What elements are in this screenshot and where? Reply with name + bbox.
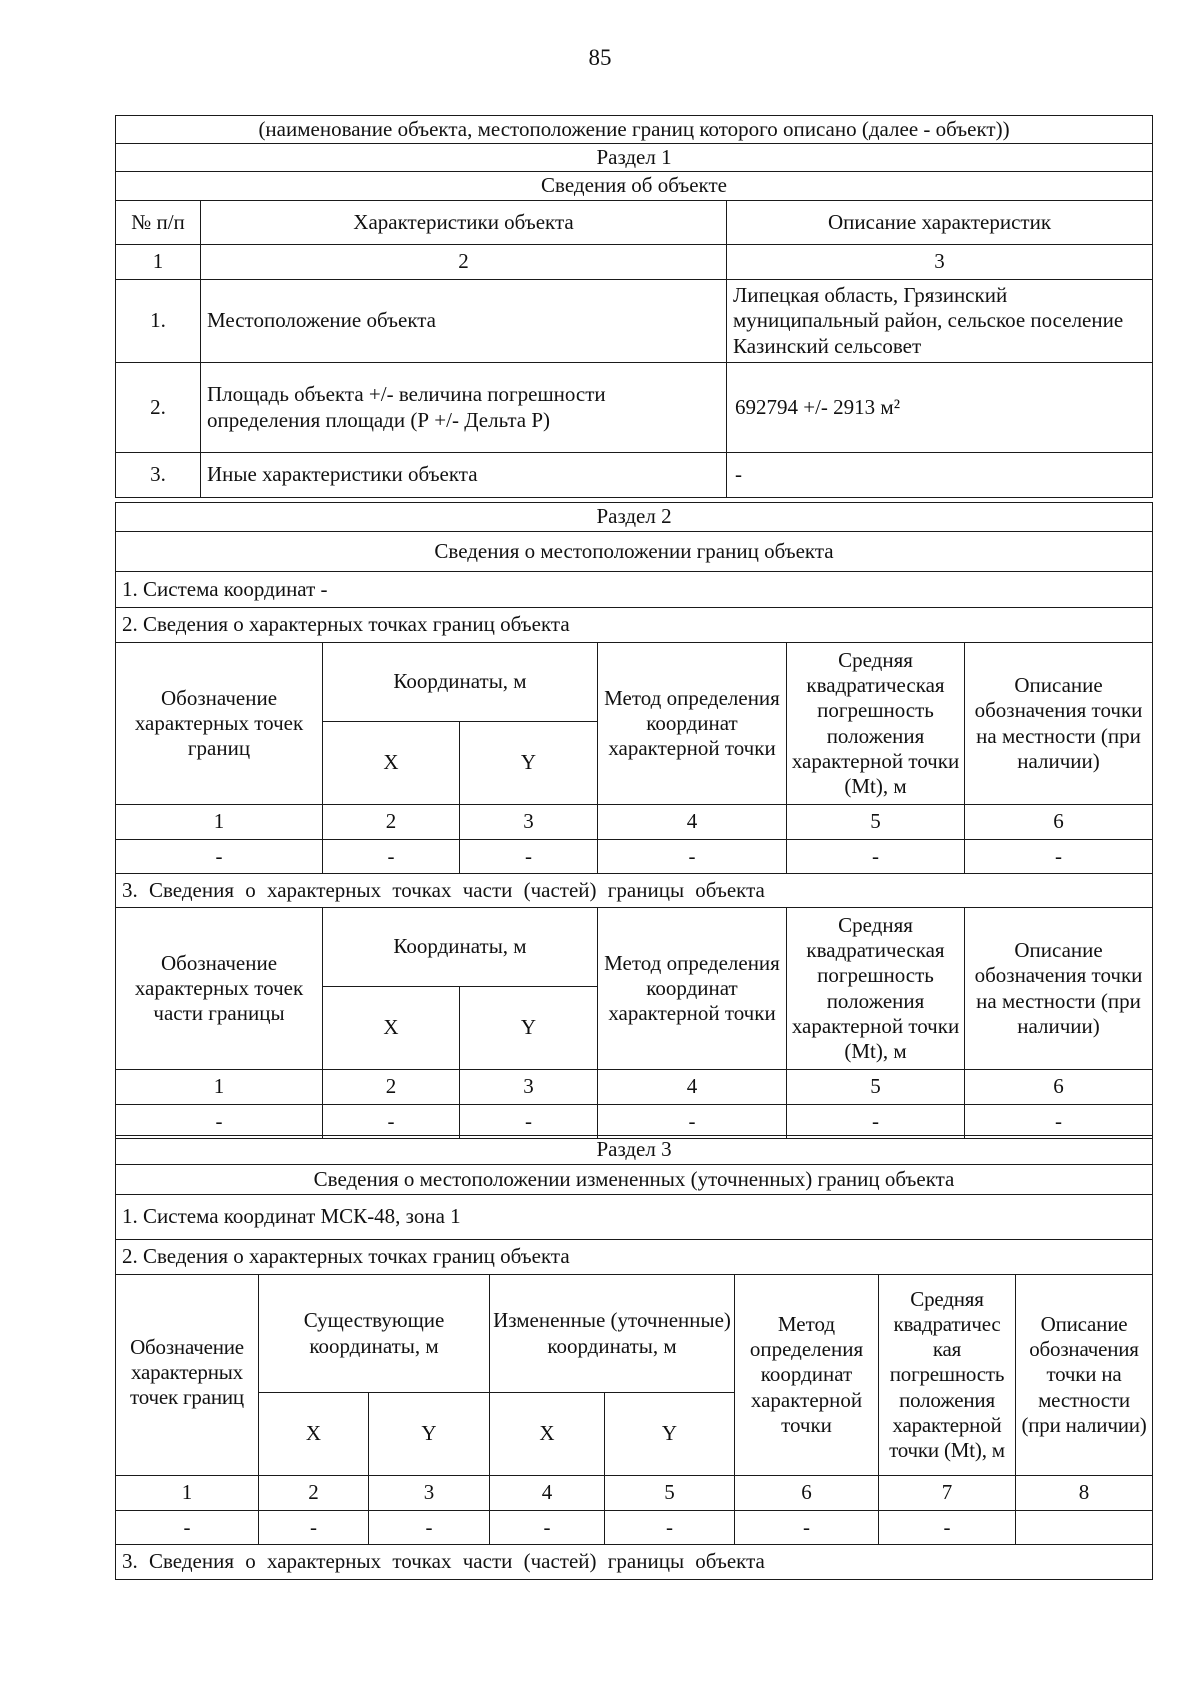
col-point-description-header: Описание обозначения точки на местности (при наличии) (965, 908, 1153, 1070)
col-number-index: 5 (787, 805, 965, 840)
col-x-header: X (323, 987, 460, 1070)
col-point-description-header: Описание обозначения точки на местности (при наличии) (1016, 1275, 1153, 1476)
row-number: 2. (116, 363, 201, 453)
col-number-index: 6 (965, 1070, 1153, 1105)
col-error-header: Средняя квадратическая погрешность положения характерной точки (Mt), м (787, 643, 965, 805)
section3-points-title: 2. Сведения о характерных точках границ объекта (116, 1240, 1153, 1275)
characteristic-location: Местоположение объекта (201, 280, 727, 363)
table-cell: - (735, 1511, 879, 1545)
col-error-header: Средняя квадратическая погрешность положения характерной точки (Mt), м (787, 908, 965, 1070)
table-cell: - (879, 1511, 1016, 1545)
section3-subtitle: Сведения о местоположении измененных (уточненных) границ объекта (116, 1165, 1153, 1195)
col-number-index: 2 (259, 1476, 369, 1511)
table-cell: - (965, 840, 1153, 874)
col-number-index: 7 (879, 1476, 1016, 1511)
section2-coord-system: 1. Система координат - (116, 572, 1153, 608)
table-cell: - (787, 840, 965, 874)
col-changed-coordinates-header: Измененные (уточненные) координаты, м (490, 1275, 735, 1393)
section3-title: Раздел 3 (116, 1136, 1153, 1165)
col-number-index: 3 (369, 1476, 490, 1511)
characteristic-area: Площадь объекта +/- величина погрешности определения площади (Р +/- Дельта Р) (201, 363, 727, 453)
section2-points-title: 2. Сведения о характерных точках границ объекта (116, 608, 1153, 643)
other-value: - (727, 453, 1153, 498)
row-number: 1. (116, 280, 201, 363)
col-number-index: 1 (116, 1070, 323, 1105)
col-number-index: 3 (727, 245, 1153, 280)
section2-parts-title: 3. Сведения о характерных точках части (частей) границы объекта (116, 874, 1153, 908)
col-y-header: Y (460, 722, 598, 805)
table-cell: - (605, 1511, 735, 1545)
col-x-changed-header: X (490, 1393, 605, 1476)
table-cell: - (787, 1105, 965, 1139)
col-coordinates-header: Координаты, м (323, 908, 598, 987)
col-y-header: Y (460, 987, 598, 1070)
area-value: 692794 +/- 2913 м² (727, 363, 1153, 453)
section2-table (115, 502, 1153, 1139)
col-existing-coordinates-header: Существующие координаты, м (259, 1275, 490, 1393)
table-cell: - (116, 840, 323, 874)
col-number-index: 1 (116, 245, 201, 280)
col-number-index: 6 (735, 1476, 879, 1511)
col-number-header: № п/п (116, 201, 201, 245)
section3-table (115, 1135, 1153, 1580)
col-number-index: 2 (201, 245, 727, 280)
page-number: 85 (588, 45, 612, 70)
col-number-index: 1 (116, 805, 323, 840)
col-point-name-header: Обозначение характерных точек границ (116, 643, 323, 805)
table-cell: - (116, 1105, 323, 1139)
col-method-header: Метод определения координат характерной точки (598, 908, 787, 1070)
col-number-index: 8 (1016, 1476, 1153, 1511)
col-y-changed-header: Y (605, 1393, 735, 1476)
col-method-header: Метод определения координат характерной точки (598, 643, 787, 805)
table-cell: - (460, 840, 598, 874)
table-cell: - (323, 1105, 460, 1139)
row-number: 3. (116, 453, 201, 498)
characteristic-other: Иные характеристики объекта (201, 453, 727, 498)
section1-subtitle: Сведения об объекте (116, 172, 1153, 201)
table-cell: - (460, 1105, 598, 1139)
col-number-index: 3 (460, 805, 598, 840)
col-number-index: 4 (490, 1476, 605, 1511)
col-point-description-header: Описание обозначения точки на местности (при наличии) (965, 643, 1153, 805)
section3-parts-title: 3. Сведения о характерных точках части (частей) границы объекта (116, 1545, 1153, 1580)
table-cell: - (598, 1105, 787, 1139)
col-y-existing-header: Y (369, 1393, 490, 1476)
col-number-index: 5 (605, 1476, 735, 1511)
table-cell: - (116, 1511, 259, 1545)
col-number-index: 3 (460, 1070, 598, 1105)
section2-title: Раздел 2 (116, 503, 1153, 532)
col-part-point-name-header: Обозначение характерных точек части границы (116, 908, 323, 1070)
col-number-index: 4 (598, 1070, 787, 1105)
col-number-index: 5 (787, 1070, 965, 1105)
section1-table (115, 115, 1153, 498)
col-number-index: 6 (965, 805, 1153, 840)
table-cell: - (490, 1511, 605, 1545)
col-x-existing-header: X (259, 1393, 369, 1476)
table-cell: - (259, 1511, 369, 1545)
col-error-header: Средняя квадратичес кая погрешность положения характерной точки (Mt), м (879, 1275, 1016, 1476)
col-number-index: 4 (598, 805, 787, 840)
table-cell: - (598, 840, 787, 874)
table-cell (1016, 1511, 1153, 1545)
table-cell: - (965, 1105, 1153, 1139)
table-cell: - (323, 840, 460, 874)
col-number-index: 2 (323, 805, 460, 840)
section3-coord-system: 1. Система координат МСК-48, зона 1 (116, 1195, 1153, 1240)
location-value: Липецкая область, Грязинский муниципальный район, сельское поселение Казинский сельсовет (727, 280, 1153, 363)
col-description-header: Описание характеристик (727, 201, 1153, 245)
col-number-index: 1 (116, 1476, 259, 1511)
table-cell: - (369, 1511, 490, 1545)
object-name-header: (наименование объекта, местоположение границ которого описано (далее - объект)) (116, 116, 1153, 144)
col-characteristic-header: Характеристики объекта (201, 201, 727, 245)
col-point-name-header: Обозначение характерных точек границ (116, 1275, 259, 1476)
section2-subtitle: Сведения о местоположении границ объекта (116, 532, 1153, 572)
col-x-header: X (323, 722, 460, 805)
section1-title: Раздел 1 (116, 144, 1153, 172)
col-coordinates-header: Координаты, м (323, 643, 598, 722)
col-method-header: Метод определения координат характерной точки (735, 1275, 879, 1476)
col-number-index: 2 (323, 1070, 460, 1105)
